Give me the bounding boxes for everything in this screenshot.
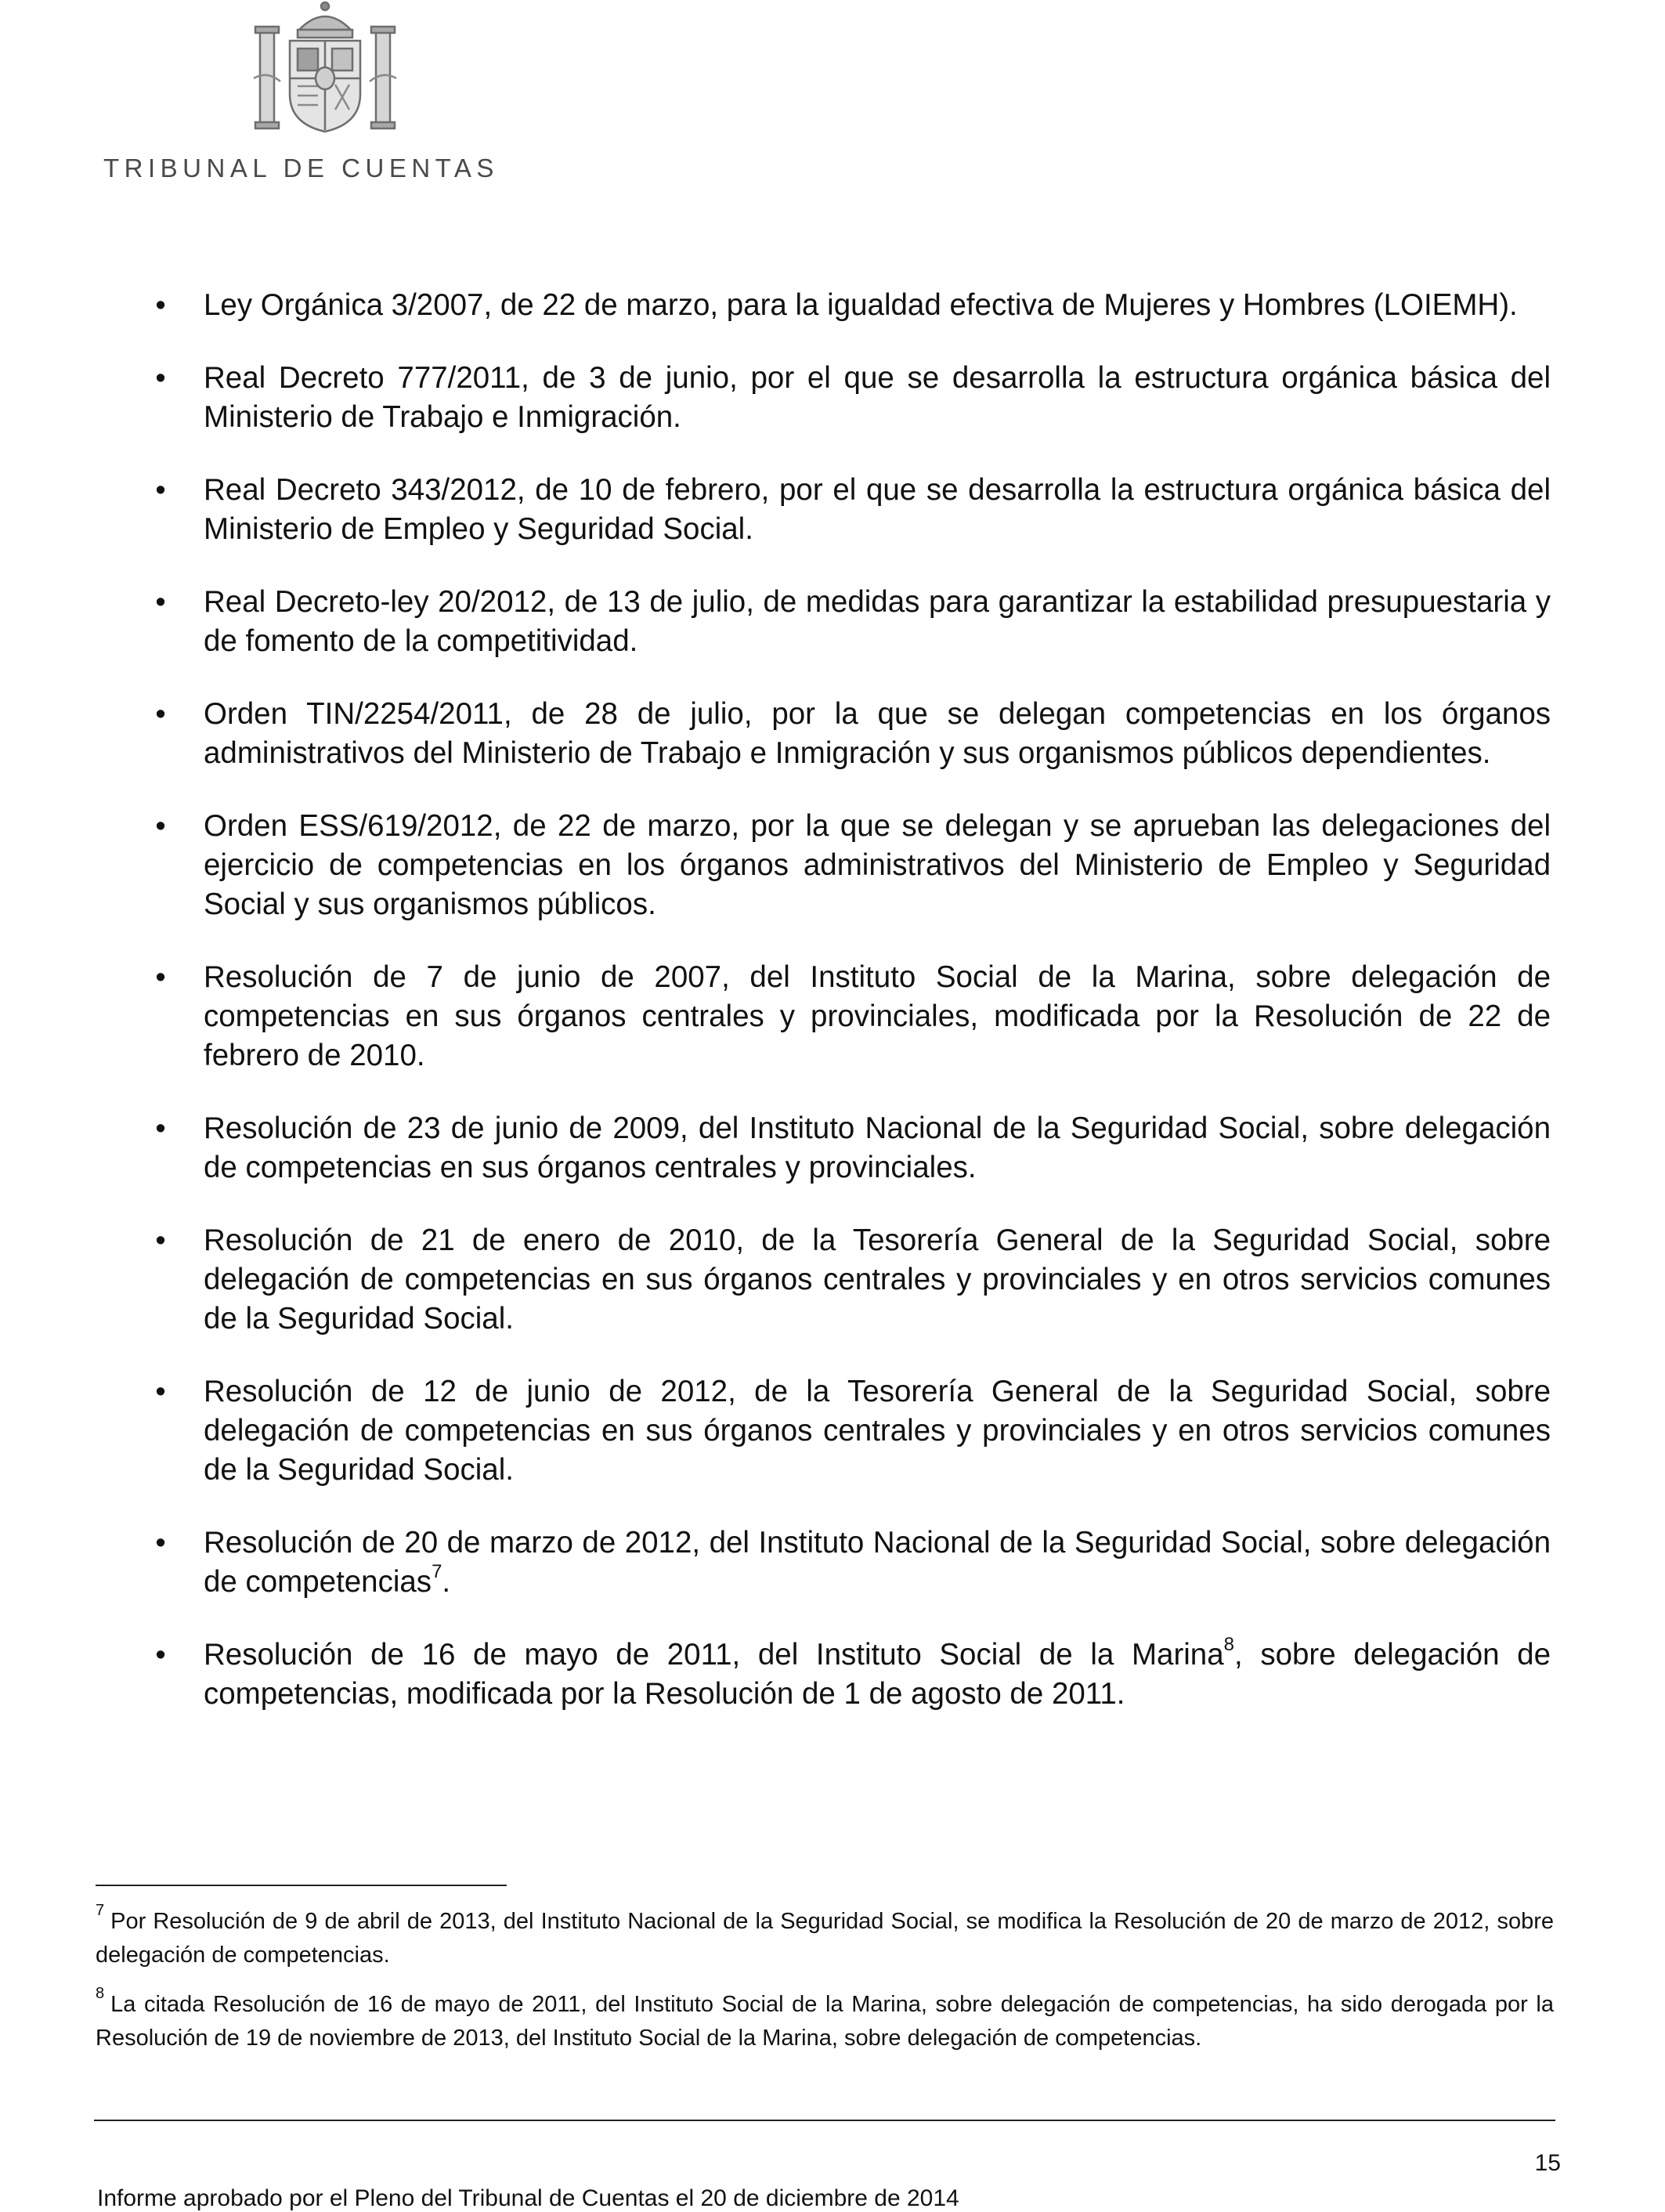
list-item — [149, 1372, 1551, 1490]
bullet-icon: • — [155, 810, 166, 843]
list-item — [149, 695, 1551, 773]
bullet-icon: • — [155, 362, 166, 395]
bullet-icon: • — [155, 698, 166, 731]
bullet-icon: • — [155, 1527, 166, 1560]
list-item — [149, 286, 1551, 325]
footer-text: Informe aprobado por el Pleno del Tribunal de Cuentas el 20 de diciembre de 2014 — [97, 2185, 959, 2211]
bullet-icon: • — [155, 1639, 166, 1672]
list-item-text-end: . — [442, 1565, 451, 1599]
footnote-separator — [96, 1885, 507, 1886]
list-item-text: Resolución de 23 de junio de 2009, del Instituto Nacional de la Seguridad Social, sobre delegación de competencias en sus órganos centrales y provinciales. — [204, 1111, 1551, 1184]
footnote-text: La citada Resolución de 16 de mayo de 2011, del Instituto Social de la Marina, sobre delegación de competencias, ha sido derogada por la Resolución de 19 de noviembre de 2013, del Instituto Social de la Marina, sobre delegación de competencias. — [96, 1992, 1554, 2051]
bullet-icon: • — [155, 1224, 166, 1257]
list-item-text: Ley Orgánica 3/2007, de 22 de marzo, para la igualdad efectiva de Mujeres y Hombres (LOIEMH). — [204, 288, 1518, 322]
footer-separator — [94, 2120, 1555, 2121]
list-item — [149, 359, 1551, 437]
list-item-text: Resolución de 16 de mayo de 2011, del Instituto Social de la Marina — [204, 1638, 1224, 1672]
footnote-ref-8[interactable]: 8 — [1223, 1634, 1234, 1656]
list-item-text: Real Decreto 343/2012, de 10 de febrero, por el que se desarrolla la estructura orgánica básica del Ministerio de Empleo y Seguridad Social. — [204, 473, 1551, 546]
organization-name: TRIBUNAL DE CUENTAS — [103, 154, 499, 183]
bullet-icon: • — [155, 289, 166, 322]
list-item-text: Resolución de 21 de enero de 2010, de la Tesorería General de la Seguridad Social, sobre delegación de competencias en sus órganos centrales y provinciales y en otros servicios comunes de la Seguridad Social. — [204, 1223, 1551, 1336]
footnote-number: 7 — [96, 1902, 105, 1920]
page-header — [94, 0, 564, 188]
list-item — [149, 807, 1551, 924]
list-item-text-end: , sobre delegación de competencias, modificada por la Resolución de 1 de agosto de 2011. — [204, 1638, 1551, 1711]
coat-of-arms-icon — [251, 0, 399, 137]
bullet-icon: • — [155, 586, 166, 619]
footnote-7 — [96, 1902, 1554, 1972]
footnote-8 — [96, 1985, 1554, 2055]
list-item — [149, 1523, 1551, 1602]
footnote-ref-7[interactable]: 7 — [432, 1561, 442, 1583]
bullet-icon: • — [155, 1112, 166, 1145]
bullet-icon: • — [155, 474, 166, 507]
bullet-icon: • — [155, 1375, 166, 1408]
list-item — [149, 1109, 1551, 1187]
list-item-text: Resolución de 12 de junio de 2012, de la Tesorería General de la Seguridad Social, sobre delegación de competencias en sus órganos centrales y provinciales y en otros servicios comunes de la Seguridad Social. — [204, 1375, 1551, 1487]
bullet-icon: • — [155, 961, 166, 994]
footnote-number: 8 — [96, 1985, 105, 2003]
list-item — [149, 583, 1551, 661]
list-item-text: Orden ESS/619/2012, de 22 de marzo, por la que se delegan y se aprueban las delegaciones del ejercicio de competencias en los órganos administrativos del Ministerio de Empleo y Seguridad Social y sus organismos públicos. — [204, 809, 1551, 921]
list-item-text: Resolución de 20 de marzo de 2012, del Instituto Nacional de la Seguridad Social, sobre delegación de competencias — [204, 1526, 1551, 1599]
page-number: 15 — [1534, 2150, 1561, 2176]
list-item — [149, 1636, 1551, 1714]
footnotes — [96, 1902, 1554, 2071]
footnote-text: Por Resolución de 9 de abril de 2013, del Instituto Nacional de la Seguridad Social, se modifica la Resolución de 20 de marzo de 2012, sobre delegación de competencias. — [96, 1909, 1554, 1968]
list-item-text: Real Decreto-ley 20/2012, de 13 de julio, de medidas para garantizar la estabilidad presupuestaria y de fomento de la competitividad. — [204, 585, 1551, 658]
list-item — [149, 471, 1551, 549]
list-item-text: Resolución de 7 de junio de 2007, del Instituto Social de la Marina, sobre delegación de competencias en sus órganos centrales y provinciales, modificada por la Resolución de 22 de febrero de 2010. — [204, 960, 1551, 1072]
list-item-text: Real Decreto 777/2011, de 3 de junio, por el que se desarrolla la estructura orgánica básica del Ministerio de Trabajo e Inmigración. — [204, 361, 1551, 434]
list-item — [149, 958, 1551, 1075]
list-item — [149, 1221, 1551, 1339]
legislation-list — [149, 286, 1551, 1748]
list-item-text: Orden TIN/2254/2011, de 28 de julio, por la que se delegan competencias en los órganos administrativos del Ministerio de Trabajo e Inmigración y sus organismos públicos dependientes. — [204, 697, 1551, 770]
